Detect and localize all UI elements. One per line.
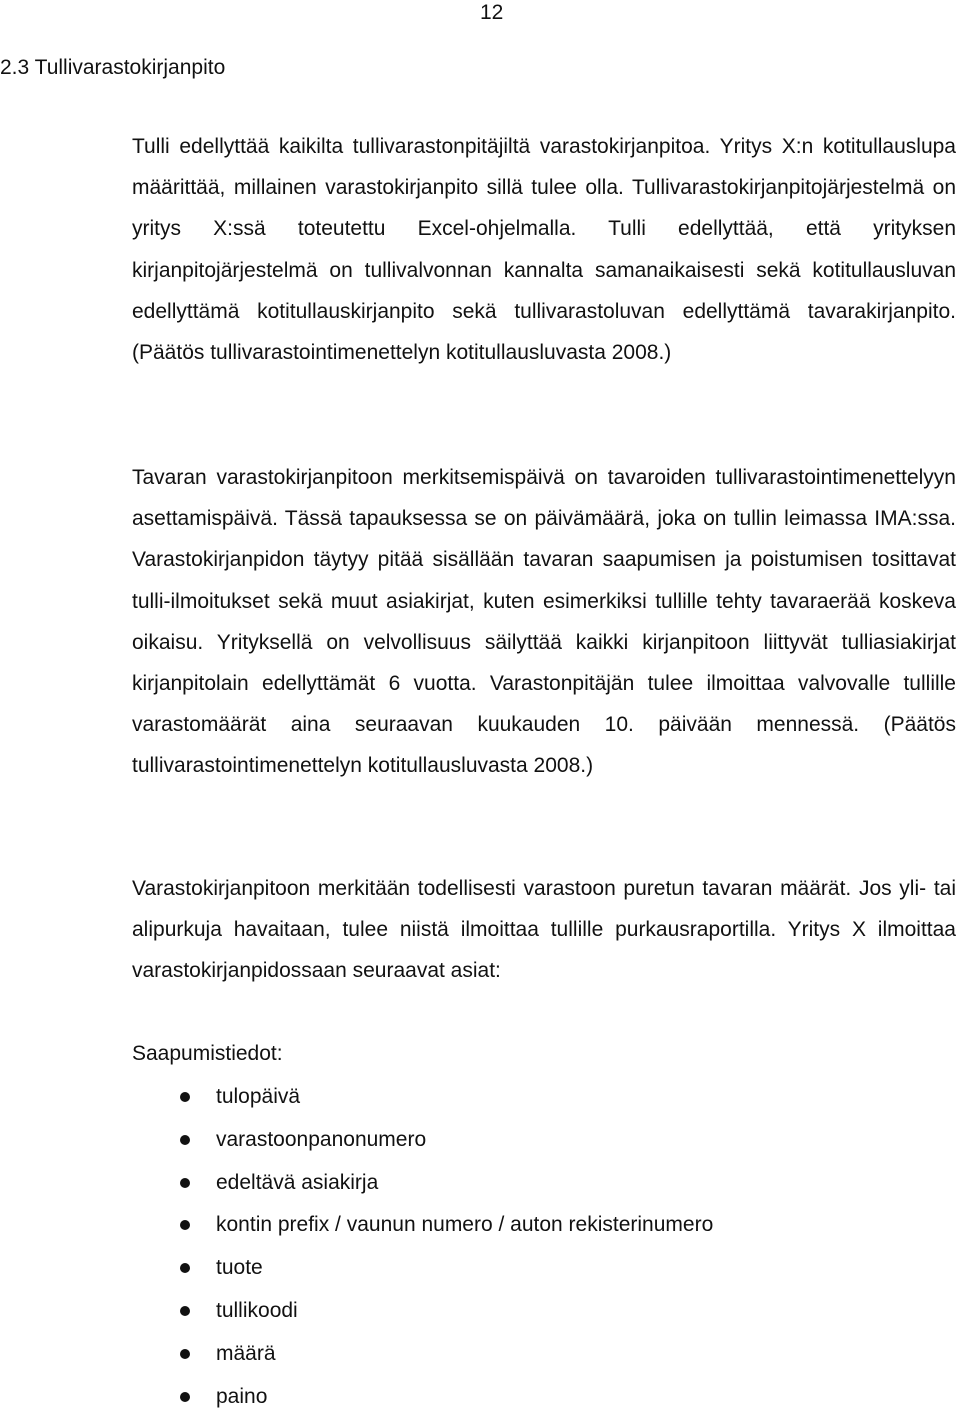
list-item-label: tullikoodi: [216, 1298, 298, 1322]
paragraph-entry-date: Tavaran varastokirjanpitoon merkitsemispäivä on tavaroiden tullivarastointimenettelyyn asettamispäivä. Tässä tapauksessa se on päivämäärä, joka on tullin leimassa IMA:ssa. Varastokirjanpidon täytyy pitää sisällään tavaran saapumisen ja poistumisen tosittavat tulli-ilmoitukset sekä muut asiakirjat, kuten esimerkiksi tullille tehty tavaraerää koskeva oikaisu. Yrityksellä on velvollisuus säilyttää kaikki kirjanpitoon liittyvät tulliasiakirjat kirjanpitolain edellyttämät 6 vuotta. Varastonpitäjän tulee ilmoittaa valvovalle tullille varastomäärät aina seuraavan kuukauden 10. päivään mennessä. (Päätös tullivarastointimenettelyn kotitullausluvasta 2008.): [132, 466, 956, 778]
bullet-icon: [180, 1349, 190, 1359]
bullet-icon: [180, 1306, 190, 1316]
list-item-label: kontin prefix / vaunun numero / auton rekisterinumero: [216, 1213, 714, 1237]
bullet-icon: [180, 1263, 190, 1273]
bullet-icon: [180, 1392, 190, 1402]
list-item-label: paino: [216, 1384, 268, 1408]
list-item-label: tulopäivä: [216, 1085, 301, 1108]
paragraph-customs-warehouse-accounting: Tulli edellyttää kaikilta tullivarastonpitäjiltä varastokirjanpitoa. Yritys X:n kotitullauslupa määrittää, millainen varastokirjanpito sillä tulee olla. Tullivarastokirjanpitojärjestelmä on yritys X:ssä toteutettu Excel-ohjelmalla. Tulli edellyttää, että yrityksen kirjanpitojärjestelmä on tullivalvonnan kannalta samanaikaisesti sekä kotitullausluvan edellyttämä kotitullauskirjanpito sekä tullivarastoluvan edellyttämä tavarakirjanpito. (Päätös tullivarastointimenettelyn kotitullausluvasta 2008.): [132, 135, 956, 365]
bullet-icon: [180, 1220, 190, 1230]
bullet-icon: [180, 1092, 190, 1102]
list-item-label: edeltävä asiakirja: [216, 1170, 379, 1194]
bullet-icon: [180, 1135, 190, 1145]
list-item-label: määrä: [216, 1341, 276, 1365]
bullet-icon: [180, 1178, 190, 1188]
paragraph-recorded-quantities: Varastokirjanpitoon merkitään todellisesti varastoon puretun tavaran määrät. Jos yli- tai alipurkuja havaitaan, tulee niistä ilmoittaa tullille purkausraportilla. Yritys X ilmoittaa varastokirjanpidossaan seuraavat asiat:: [132, 877, 956, 983]
arrival-info-label: Saapumistiedot:: [132, 1042, 283, 1065]
section-heading: 2.3 Tullivarastokirjanpito: [0, 56, 226, 79]
page-number: 12: [480, 1, 504, 24]
list-item-label: tuote: [216, 1256, 263, 1280]
list-item-label: varastoonpanonumero: [216, 1127, 427, 1151]
